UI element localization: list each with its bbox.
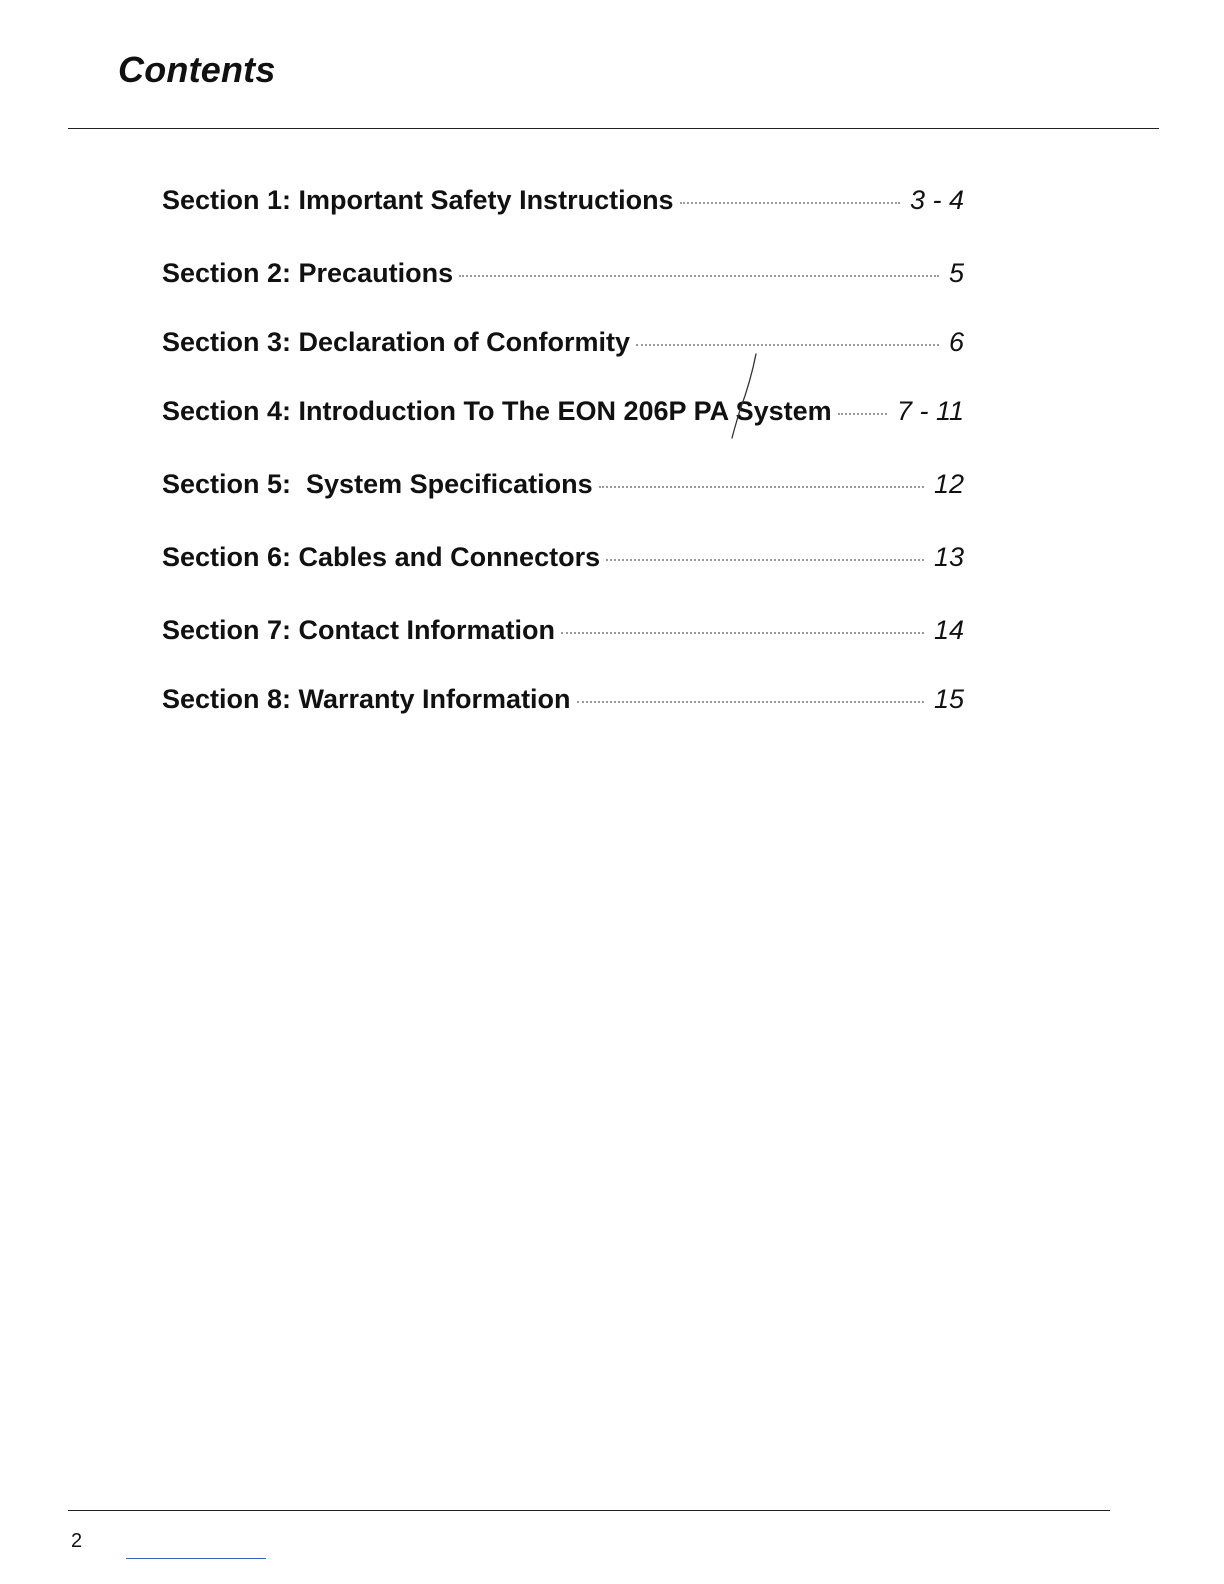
toc-entry-page: 5 [948, 258, 964, 288]
toc-entry-section-7[interactable] [162, 612, 964, 648]
page-title: Contents [118, 49, 276, 90]
toc-entry-section-8[interactable] [162, 681, 964, 717]
toc-entry-page: 7 - 11 [896, 396, 964, 426]
toc-entry-label: Section 7: Contact Information [162, 615, 556, 645]
toc-entry-label: Section 6: Cables and Connectors [162, 542, 601, 572]
toc-entry-section-4[interactable] [162, 393, 964, 429]
footer-link-underline [126, 1558, 266, 1559]
toc-entry-page: 13 [933, 542, 964, 572]
dot-leader [577, 701, 924, 703]
toc-entry-section-2[interactable] [162, 255, 964, 291]
dot-leader [599, 486, 924, 488]
toc-entry-label: Section 2: Precautions [162, 258, 454, 288]
dot-leader [636, 344, 939, 346]
dot-leader [680, 202, 900, 204]
toc-entry-label: Section 4: Introduction To The EON 206P PA System [162, 396, 832, 426]
toc-entry-page: 12 [933, 469, 964, 499]
footer-divider [68, 1510, 1110, 1511]
toc-entry-section-3[interactable] [162, 324, 964, 360]
toc-entry-page: 15 [933, 684, 964, 714]
toc-entry-page: 14 [933, 615, 964, 645]
dot-leader [459, 275, 939, 277]
dot-leader [838, 413, 887, 415]
toc-entry-label: Section 8: Warranty Information [162, 684, 571, 714]
toc-entry-page: 3 - 4 [909, 185, 964, 215]
page-number: 2 [71, 1530, 83, 1552]
toc-entry-page: 6 [948, 327, 964, 357]
toc-entry-section-6[interactable] [162, 539, 964, 575]
dot-leader [606, 559, 924, 561]
toc-entry-section-5[interactable] [162, 466, 964, 502]
toc-entry-section-1[interactable] [162, 182, 964, 218]
dot-leader [561, 632, 924, 634]
toc-entry-label: Section 5: System Specifications [162, 469, 593, 499]
toc-entry-label: Section 1: Important Safety Instructions [162, 185, 674, 215]
toc-entry-label: Section 3: Declaration of Conformity [162, 327, 631, 357]
